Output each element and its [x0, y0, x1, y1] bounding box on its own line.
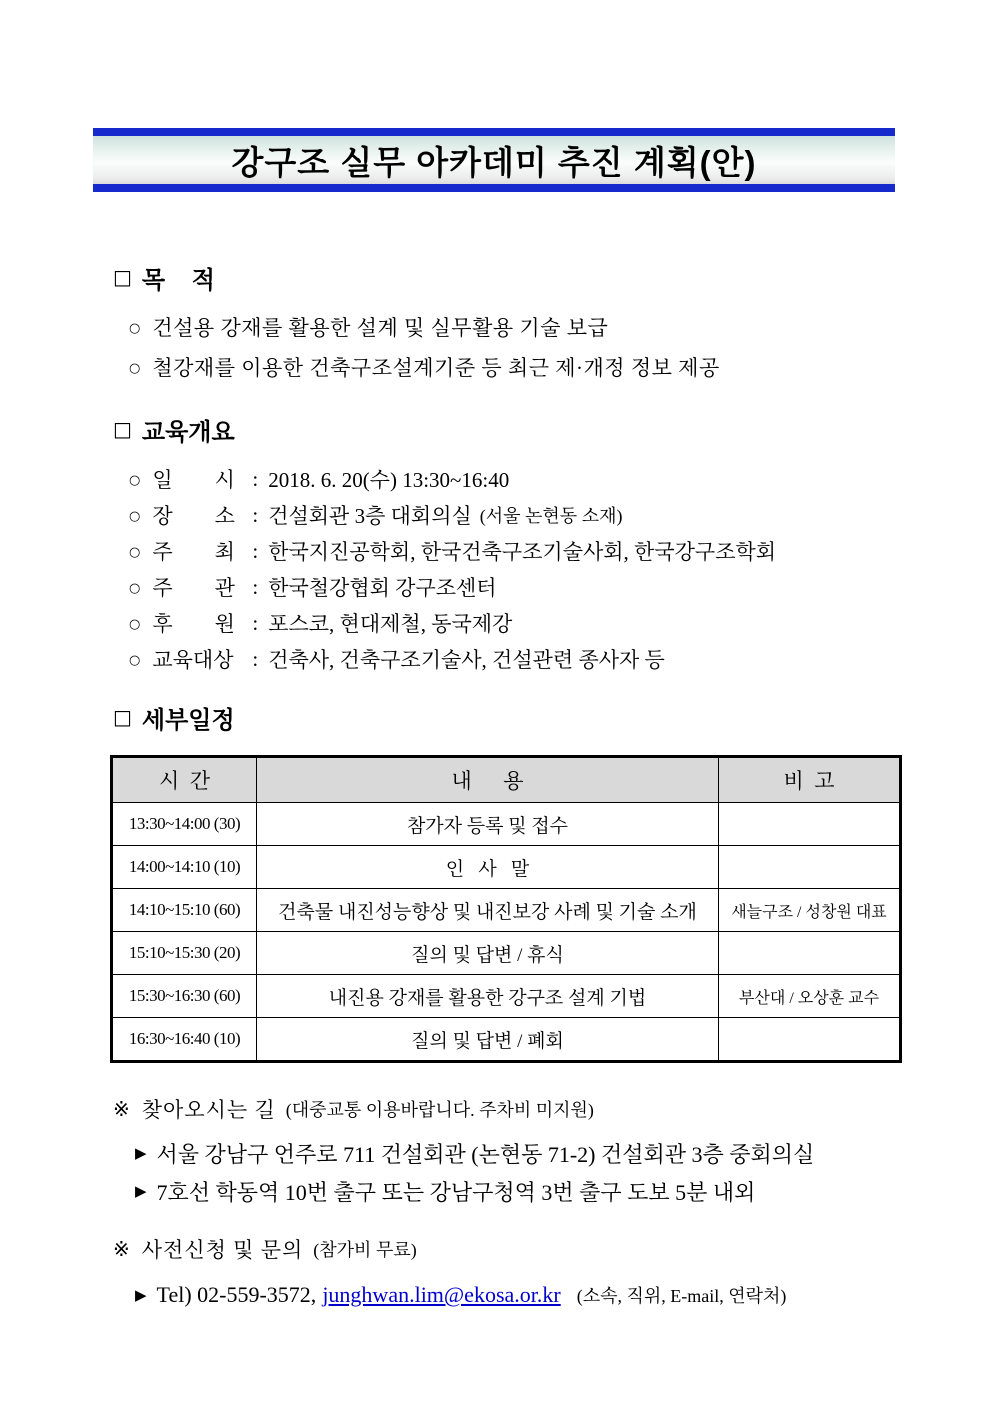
overview-item-value: 한국지진공학회, 한국건축구조기술사회, 한국강구조학회 [268, 540, 777, 564]
contact-title: 사전신청 및 문의 [141, 1238, 304, 1262]
schedule-title: 세부일정 [141, 707, 235, 734]
colon: : [252, 466, 259, 491]
circle-bullet-icon: ○ [129, 580, 141, 596]
circle-bullet-icon: ○ [129, 472, 141, 488]
cell-content: 질의 및 답변 / 폐회 [257, 1018, 719, 1062]
overview-item-note: (서울 논현동 소재) [479, 506, 623, 526]
table-row [112, 1018, 901, 1062]
overview-item-host [129, 533, 784, 569]
overview-item-venue [129, 497, 784, 533]
overview-heading [113, 412, 784, 447]
overview-item-audience [129, 641, 784, 677]
overview-item-value: 건설회관 3층 대회의실 [268, 504, 472, 528]
schedule-table [110, 755, 902, 1063]
section-overview [113, 412, 784, 677]
overview-item-value: 포스코, 현대제철, 동국제강 [268, 612, 513, 636]
circle-bullet-icon: ○ [129, 616, 141, 632]
overview-item-label: 일 시 [152, 468, 235, 492]
table-row [112, 932, 901, 975]
banner-top-rule [93, 128, 895, 136]
cell-time: 15:10~15:30 (20) [112, 932, 257, 975]
overview-item-label: 주 관 [152, 576, 235, 600]
triangle-bullet-icon: ▶ [135, 1144, 147, 1162]
cell-time: 15:30~16:30 (60) [112, 975, 257, 1018]
banner-bottom-rule [93, 184, 895, 192]
cell-content: 건축물 내진성능향상 및 내진보강 사례 및 기술 소개 [257, 889, 719, 932]
circle-bullet-icon: ○ [129, 320, 141, 336]
column-header-time: 시 간 [112, 757, 257, 803]
directions-transit-line [135, 1172, 814, 1210]
section-purpose [113, 260, 720, 387]
overview-item-value: 한국철강협회 강구조센터 [268, 576, 497, 600]
section-schedule [113, 700, 902, 1063]
square-marker-icon: □ [113, 264, 132, 289]
colon: : [252, 538, 259, 563]
cell-time: 14:00~14:10 (10) [112, 846, 257, 889]
table-row [112, 803, 901, 846]
circle-bullet-icon: ○ [129, 652, 141, 668]
contact-info-line [135, 1276, 786, 1314]
contact-heading [113, 1232, 786, 1266]
reference-mark-icon: ※ [113, 1097, 130, 1121]
purpose-item [129, 307, 720, 347]
contact-email-link[interactable]: junghwan.lim@ekosa.or.kr [322, 1282, 561, 1307]
cell-time: 14:10~15:10 (60) [112, 889, 257, 932]
purpose-heading [113, 260, 720, 295]
circle-bullet-icon: ○ [129, 544, 141, 560]
overview-item-datetime [129, 461, 784, 497]
title-banner [93, 128, 895, 192]
page-title: 강구조 실무 아카데미 추진 계획(안) [93, 136, 895, 184]
directions-address-line [135, 1134, 814, 1172]
schedule-heading [113, 700, 902, 735]
colon: : [252, 502, 259, 527]
cell-time: 13:30~14:00 (30) [112, 803, 257, 846]
reference-mark-icon: ※ [113, 1237, 130, 1261]
triangle-bullet-icon: ▶ [135, 1286, 147, 1304]
cell-note [719, 1018, 901, 1062]
square-marker-icon: □ [113, 416, 132, 441]
section-contact [113, 1232, 786, 1314]
cell-content: 인 사 말 [257, 846, 719, 889]
colon: : [252, 610, 259, 635]
purpose-item [129, 347, 720, 387]
schedule-header-row [112, 757, 901, 803]
colon: : [252, 574, 259, 599]
triangle-bullet-icon: ▶ [135, 1182, 147, 1200]
cell-note [719, 932, 901, 975]
cell-content: 질의 및 답변 / 휴식 [257, 932, 719, 975]
section-directions [113, 1092, 814, 1210]
overview-item-sponsor [129, 605, 784, 641]
circle-bullet-icon: ○ [129, 360, 141, 376]
square-marker-icon: □ [113, 704, 132, 729]
column-header-note: 비 고 [719, 757, 901, 803]
cell-note: 새늘구조 / 성창원 대표 [719, 889, 901, 932]
overview-title: 교육개요 [141, 419, 235, 446]
cell-content: 참가자 등록 및 접수 [257, 803, 719, 846]
circle-bullet-icon: ○ [129, 508, 141, 524]
overview-item-value: 2018. 6. 20(수) 13:30~16:40 [268, 468, 510, 492]
cell-note [719, 846, 901, 889]
cell-note [719, 803, 901, 846]
overview-item-organizer [129, 569, 784, 605]
overview-item-label: 장 소 [152, 504, 235, 528]
purpose-item-text: 건설용 강재를 활용한 설계 및 실무활용 기술 보급 [152, 316, 609, 340]
directions-note: (대중교통 이용바랍니다. 주차비 미지원) [285, 1100, 594, 1120]
directions-heading [113, 1092, 814, 1126]
overview-item-label: 교육대상 [152, 648, 234, 672]
directions-title: 찾아오시는 길 [141, 1098, 276, 1122]
column-header-content: 내 용 [257, 757, 719, 803]
table-row [112, 975, 901, 1018]
table-row [112, 846, 901, 889]
overview-item-label: 후 원 [152, 612, 235, 636]
directions-transit-text: 7호선 학동역 10번 출구 또는 강남구청역 3번 출구 도보 5분 내외 [156, 1179, 756, 1205]
cell-note: 부산대 / 오상훈 교수 [719, 975, 901, 1018]
contact-note: (참가비 무료) [313, 1240, 417, 1260]
colon: : [252, 646, 259, 671]
overview-item-value: 건축사, 건축구조기술사, 건설관련 종사자 등 [268, 648, 665, 672]
cell-content: 내진용 강재를 활용한 강구조 설계 기법 [257, 975, 719, 1018]
table-row [112, 889, 901, 932]
cell-time: 16:30~16:40 (10) [112, 1018, 257, 1062]
purpose-item-text: 철강재를 이용한 건축구조설계기준 등 최근 제·개정 정보 제공 [152, 356, 720, 380]
contact-phone: Tel) 02-559-3572, [156, 1282, 317, 1307]
contact-suffix: (소속, 직위, E-mail, 연락처) [576, 1286, 787, 1306]
overview-item-label: 주 최 [152, 540, 235, 564]
purpose-title: 목 적 [141, 267, 215, 294]
directions-address-text: 서울 강남구 언주로 711 건설회관 (논현동 71-2) 건설회관 3층 중회의실 [156, 1141, 815, 1167]
